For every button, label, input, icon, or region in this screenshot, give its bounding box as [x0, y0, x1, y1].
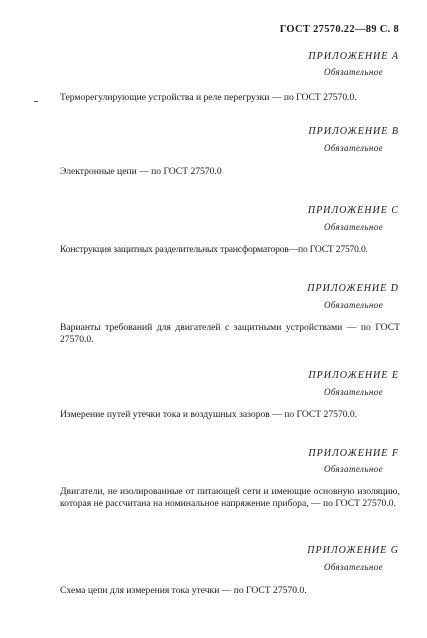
appendix-status: Обязательное: [323, 562, 383, 572]
appendix-text: Конструкция защитных разделительных трансформаторов—по ГОСТ 27570.0.: [60, 244, 368, 255]
appendix-text: Терморегулирующие устройства и реле перегрузки — по ГОСТ 27570.0.: [60, 92, 357, 103]
appendix-title: ПРИЛОЖЕНИЕ F: [308, 448, 399, 459]
appendix-text: Варианты требований для двигателей с защитными устройствами — по ГОСТ 27570.0.: [60, 322, 400, 345]
appendix-title: ПРИЛОЖЕНИЕ А: [308, 51, 399, 62]
appendix-title: ПРИЛОЖЕНИЕ С: [307, 205, 399, 216]
appendix-text: Измерение путей утечки тока и воздушных зазоров — по ГОСТ 27570.0.: [60, 409, 358, 420]
appendix-title: ПРИЛОЖЕНИЕ G: [307, 545, 399, 556]
appendix-status: Обязательное: [323, 222, 383, 232]
appendix-title: ПРИЛОЖЕНИЕ Е: [308, 370, 399, 381]
appendix-text: Схема цепи для измерения тока утечки — по ГОСТ 27570.0.: [60, 585, 307, 596]
appendix-status: Обязательное: [323, 464, 383, 474]
page-header: ГОСТ 27570.22—89 С. 8: [279, 24, 399, 35]
appendix-title: ПРИЛОЖЕНИЕ D: [307, 283, 399, 294]
appendix-text: Электронные цепи — по ГОСТ 27570.0: [60, 166, 222, 177]
appendix-status: Обязательное: [323, 143, 383, 153]
appendix-status: Обязательное: [323, 300, 383, 310]
stray-mark: [34, 101, 38, 102]
appendix-text: Двигатели, не изолированные от питающей сети и имеющие основную изоляцию, которая не рассчитана на номинальное напряжение прибора, — по ГОСТ 27570.0.: [60, 486, 400, 509]
appendix-title: ПРИЛОЖЕНИЕ В: [308, 126, 399, 137]
appendix-status: Обязательное: [323, 387, 383, 397]
appendix-status: Обязательное: [323, 67, 383, 77]
